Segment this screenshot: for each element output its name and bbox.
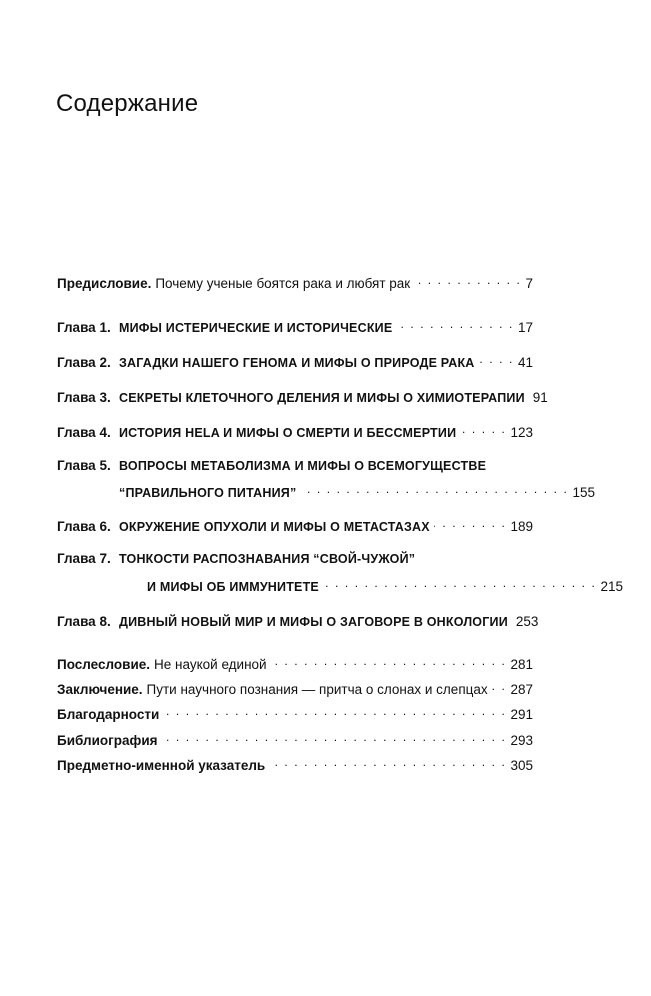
chapter-title: ЗАГАДКИ НАШЕГО ГЕНОМА И МИФЫ О ПРИРОДЕ РАКА — [119, 356, 475, 370]
toc-entry-index[interactable] — [57, 756, 533, 776]
toc-entry-chapter-4[interactable] — [57, 423, 533, 443]
page-number: 281 — [510, 657, 533, 672]
chapter-title-line-1: ТОНКОСТИ РАСПОЗНАВАНИЯ “СВОЙ-ЧУЖОЙ” — [119, 552, 416, 566]
chapter-title-line-1: ВОПРОСЫ МЕТАБОЛИЗМА И МИФЫ О ВСЕМОГУЩЕСТВЕ — [119, 459, 487, 473]
afterword-title: Не наукой единой — [154, 657, 267, 672]
leader-dots — [162, 731, 507, 745]
preface-title: Почему ученые боятся рака и любят рак — [155, 276, 411, 291]
page-number: 215 — [600, 579, 623, 594]
toc-entry-chapter-3[interactable] — [57, 388, 548, 408]
index-label: Предметно-именной указатель — [57, 758, 266, 773]
bibliography-label: Библиография — [57, 733, 158, 748]
toc-entry-chapter-2[interactable] — [57, 353, 533, 373]
acknowledgements-label: Благодарности — [57, 707, 160, 722]
toc-entry-chapter-1[interactable] — [57, 318, 533, 338]
chapter-number: Глава 3. — [57, 390, 111, 405]
chapter-number: Глава 6. — [57, 519, 111, 534]
chapter-number: Глава 4. — [57, 425, 111, 440]
toc-entry-acknowledgements[interactable] — [57, 705, 533, 725]
chapter-number: Глава 2. — [57, 355, 111, 370]
toc-entry-bibliography[interactable] — [57, 731, 533, 751]
page-number: 155 — [572, 485, 595, 500]
page-number: 123 — [510, 425, 533, 440]
leader-dots — [300, 483, 568, 497]
leader-dots — [396, 318, 514, 332]
toc-entry-afterword[interactable] — [57, 655, 533, 675]
chapter-title: СЕКРЕТЫ КЛЕТОЧНОГО ДЕЛЕНИЯ И МИФЫ О ХИМИОТЕРАПИИ — [119, 391, 525, 405]
toc-entry-chapter-5[interactable] — [57, 458, 533, 478]
chapter-title: ИСТОРИЯ HELA И МИФЫ О СМЕРТИ И БЕССМЕРТИИ — [119, 426, 457, 440]
preface-label: Предисловие. — [57, 276, 152, 291]
page-number: 293 — [510, 733, 533, 748]
toc-entry-chapter-8[interactable] — [57, 612, 539, 632]
chapter-number: Глава 5. — [57, 458, 111, 473]
page-number: 17 — [517, 320, 533, 335]
afterword-label: Послесловие. — [57, 657, 151, 672]
page-number: 287 — [510, 682, 533, 697]
toc-entry-chapter-7[interactable] — [57, 551, 533, 571]
page-number: 189 — [510, 519, 533, 534]
toc-entry-chapter-5-continued[interactable] — [57, 483, 595, 503]
chapter-title-line-2: “ПРАВИЛЬНОГО ПИТАНИЯ” — [119, 486, 297, 500]
toc-entry-chapter-7-continued[interactable] — [57, 577, 623, 597]
chapter-title: ДИВНЫЙ НОВЫЙ МИР И МИФЫ О ЗАГОВОРЕ В ОНКОЛОГИИ — [119, 615, 508, 629]
chapter-title: МИФЫ ИСТЕРИЧЕСКИЕ И ИСТОРИЧЕСКИЕ — [119, 321, 393, 335]
leader-dots — [269, 756, 506, 770]
chapter-number: Глава 8. — [57, 614, 111, 629]
leader-dots — [434, 517, 507, 531]
page-number: 41 — [517, 355, 533, 370]
page-number: 91 — [532, 390, 548, 405]
chapter-title: ОКРУЖЕНИЕ ОПУХОЛИ И МИФЫ О МЕТАСТАЗАХ — [119, 520, 430, 534]
toc-entry-conclusion[interactable] — [57, 680, 533, 700]
chapter-number: Глава 1. — [57, 320, 111, 335]
leader-dots — [479, 353, 514, 367]
page-title: Содержание — [56, 90, 199, 117]
leader-dots — [271, 655, 507, 669]
page-number: 291 — [510, 707, 533, 722]
page-number: 253 — [515, 614, 539, 629]
leader-dots — [323, 577, 597, 591]
conclusion-title: Пути научного познания — притча о слонах и слепцах — [146, 682, 488, 697]
chapter-title-line-2: И МИФЫ ОБ ИММУНИТЕТЕ — [147, 580, 319, 594]
page-number: 305 — [510, 758, 533, 773]
page-number: 7 — [525, 276, 533, 291]
leader-dots — [163, 705, 506, 719]
chapter-number: Глава 7. — [57, 551, 111, 566]
leader-dots — [460, 423, 506, 437]
conclusion-label: Заключение. — [57, 682, 143, 697]
toc-entry-preface[interactable] — [57, 274, 533, 294]
leader-dots — [492, 680, 507, 694]
leader-dots — [414, 274, 521, 288]
toc-entry-chapter-6[interactable] — [57, 517, 533, 537]
